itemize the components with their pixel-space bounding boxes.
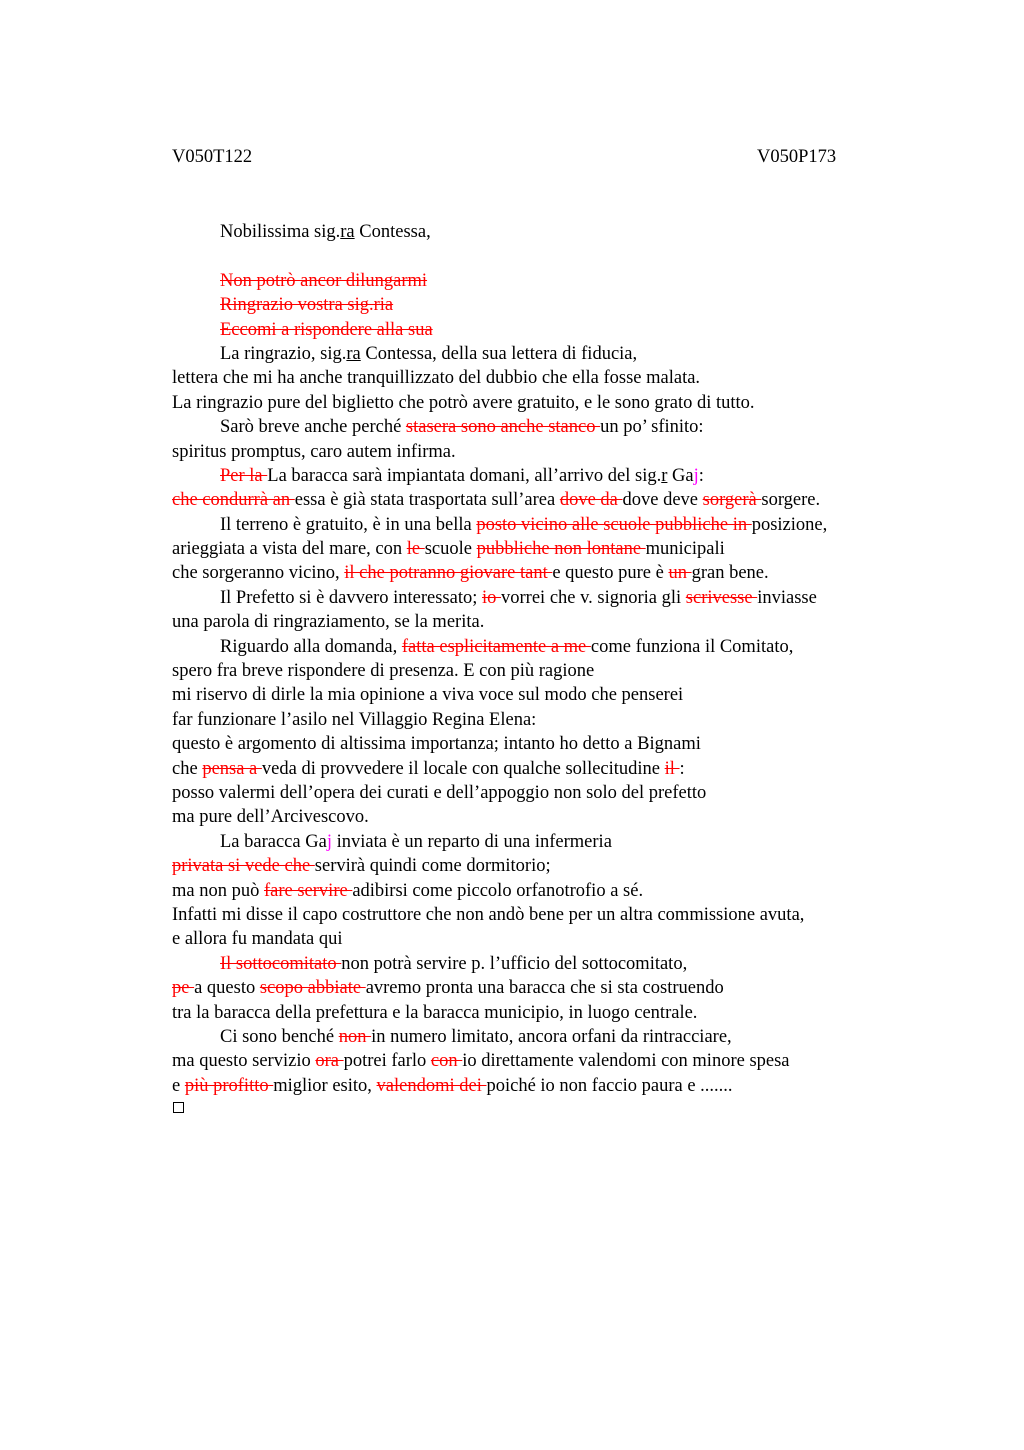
text-segment: poiché io non faccio paura e ....... xyxy=(486,1075,733,1096)
letter-line xyxy=(172,659,932,683)
letter-line xyxy=(172,415,932,439)
deleted-text: privata si vede che xyxy=(172,856,315,877)
text-segment: non potrà servire p. l’ufficio del sottocomitato, xyxy=(341,953,688,974)
deleted-text: Non potrò ancor dilungarmi xyxy=(220,270,428,291)
text-segment: che xyxy=(172,758,203,779)
underlined-abbreviation: ra xyxy=(340,222,355,242)
text-segment: Nobilissima sig. xyxy=(220,222,341,242)
text-segment: : xyxy=(698,465,704,486)
letter-line xyxy=(172,903,932,927)
document-code-right: V050P173 xyxy=(757,147,837,167)
letter-line xyxy=(172,464,932,488)
text-segment: vorrei che v. signoria gli xyxy=(501,587,686,608)
text-segment: arieggiata a vista del mare, con xyxy=(172,539,407,560)
text-segment: Contessa, xyxy=(354,222,431,242)
deleted-text: le xyxy=(406,539,425,560)
deleted-text: valendomi dei xyxy=(376,1075,487,1096)
text-segment: a questo xyxy=(194,978,260,999)
text-segment: sorgere. xyxy=(761,490,821,511)
text-segment: una parola di ringraziamento, se la merita. xyxy=(172,612,485,633)
letter-line xyxy=(172,318,932,342)
deleted-text: Il sottocomitato xyxy=(220,953,342,974)
highlighted-letter: j xyxy=(326,831,332,852)
deleted-text: più profitto xyxy=(184,1075,274,1096)
letter-line xyxy=(172,1074,932,1098)
text-segment: : xyxy=(679,758,685,779)
text-segment: questo è argomento di altissima importanza; intanto ho detto a Bignami xyxy=(172,734,701,755)
text-segment: avremo pronta una baracca che si sta costruendo xyxy=(365,978,724,999)
deleted-text: Ringrazio vostra sig.ria xyxy=(220,295,394,316)
deleted-text: stasera sono anche stanco xyxy=(405,417,601,438)
deleted-text: non xyxy=(338,1026,372,1047)
blank-line xyxy=(172,244,932,268)
text-segment: mi riservo di dirle la mia opinione a viva voce sul modo che penserei xyxy=(172,685,684,706)
text-segment: Sarò breve anche perché xyxy=(220,417,406,438)
letter-line xyxy=(172,1049,932,1073)
deleted-text: scopo abbiate xyxy=(259,978,366,999)
letter-line xyxy=(172,366,932,390)
deleted-text: Eccomi a rispondere alla sua xyxy=(220,319,433,340)
text-segment: inviasse xyxy=(757,587,817,608)
deleted-text: sorgerà xyxy=(702,490,762,511)
text-segment: spiritus promptus, caro autem infirma. xyxy=(172,441,456,462)
text-segment: La baracca Ga xyxy=(220,831,327,852)
text-segment: La baracca sarà impiantata domani, all’arrivo del sig. xyxy=(267,465,662,486)
letter-line xyxy=(172,537,932,561)
deleted-text: il xyxy=(664,758,680,779)
letter-line xyxy=(172,561,932,585)
letter-line xyxy=(172,732,932,756)
text-segment: un po’ sfinito: xyxy=(600,417,704,438)
deleted-text: fare servire xyxy=(263,880,353,901)
underlined-abbreviation: r xyxy=(661,465,668,486)
text-segment: far funzionare l’asilo nel Villaggio Regina Elena: xyxy=(172,709,537,730)
deleted-text: pubbliche non lontane xyxy=(476,539,646,560)
text-segment: scuole xyxy=(424,539,477,560)
deleted-text: dove da xyxy=(559,490,623,511)
text-segment: Il Prefetto si è davvero interessato; xyxy=(220,587,482,608)
deleted-text: fatta esplicitamente a me xyxy=(401,636,591,657)
letter-line xyxy=(172,635,932,659)
text-segment: servirà quindi come dormitorio; xyxy=(314,856,551,877)
deleted-text: il che potranno giovare tant xyxy=(344,563,553,584)
text-segment: essa è già stata trasportata sull’area xyxy=(294,490,560,511)
text-segment: io direttamente valendomi con minore spesa xyxy=(462,1051,790,1072)
deleted-text: ora xyxy=(315,1051,344,1072)
letter-line xyxy=(172,757,932,781)
deleted-text: con xyxy=(430,1051,463,1072)
text-segment: posizione, xyxy=(751,514,828,535)
text-segment: lettera che mi ha anche tranquillizzato del dubbio che ella fosse malata. xyxy=(172,368,701,389)
letter-line xyxy=(172,391,932,415)
text-segment: Ci sono benché xyxy=(220,1026,339,1047)
text-segment: gran bene. xyxy=(691,563,769,584)
text-segment: municipali xyxy=(645,539,725,560)
letter-line xyxy=(172,952,932,976)
letter-line xyxy=(172,220,932,244)
text-segment: miglior esito, xyxy=(273,1075,377,1096)
letter-line xyxy=(172,488,932,512)
deleted-text: Per la xyxy=(220,465,268,486)
letter-line xyxy=(172,781,932,805)
text-segment: Infatti mi disse il capo costruttore che non andò bene per un altra commissione avuta, xyxy=(172,904,805,925)
text-segment: Il terreno è gratuito, è in una bella xyxy=(220,514,477,535)
document-code-left: V050T122 xyxy=(172,147,253,167)
deleted-text: io xyxy=(482,587,502,608)
letter-line xyxy=(172,586,932,610)
text-segment: La ringrazio pure del biglietto che potrò avere gratuito, e le sono grato di tutto. xyxy=(172,392,755,413)
text-segment: che sorgeranno vicino, xyxy=(172,563,345,584)
text-segment: dove deve xyxy=(622,490,703,511)
letter-line xyxy=(172,854,932,878)
letter-body xyxy=(172,220,932,1098)
text-segment: ma pure dell’Arcivescovo. xyxy=(172,807,369,828)
empty-checkbox-icon xyxy=(173,1102,184,1113)
letter-line xyxy=(172,513,932,537)
letter-line xyxy=(172,269,932,293)
underlined-abbreviation: ra xyxy=(346,343,361,364)
deleted-text: pensa a xyxy=(202,758,262,779)
text-segment: come funziona il Comitato, xyxy=(590,636,794,657)
text-segment: adibirsi come piccolo orfanotrofio a sé. xyxy=(352,880,644,901)
text-segment: potrei farlo xyxy=(343,1051,431,1072)
letter-line xyxy=(172,879,932,903)
text-segment: spero fra breve rispondere di presenza. E con più ragione xyxy=(172,661,595,682)
letter-line xyxy=(172,683,932,707)
text-segment: ma questo servizio xyxy=(172,1051,316,1072)
text-segment: inviata è un reparto di una infermeria xyxy=(331,831,612,852)
letter-line xyxy=(172,927,932,951)
letter-line xyxy=(172,293,932,317)
letter-line xyxy=(172,610,932,634)
text-segment: posso valermi dell’opera dei curati e dell’appoggio non solo del prefetto xyxy=(172,782,707,803)
text-segment: Ga xyxy=(667,465,694,486)
letter-line xyxy=(172,1001,932,1025)
text-segment: ma non può xyxy=(172,880,264,901)
text-segment: Riguardo alla domanda, xyxy=(220,636,402,657)
text-segment: tra la baracca della prefettura e la baracca municipio, in luogo centrale. xyxy=(172,1002,698,1023)
text-segment: in numero limitato, ancora orfani da rintracciare, xyxy=(371,1026,732,1047)
letter-line xyxy=(172,708,932,732)
deleted-text: un xyxy=(668,563,692,584)
text-segment: e allora fu mandata qui xyxy=(172,929,343,950)
text-segment: e xyxy=(172,1075,185,1096)
deleted-text: scrivesse xyxy=(685,587,758,608)
letter-line xyxy=(172,342,932,366)
text-segment: La ringrazio, sig. xyxy=(220,343,347,364)
letter-line xyxy=(172,976,932,1000)
letter-line xyxy=(172,830,932,854)
deleted-text: pe xyxy=(172,978,195,999)
text-segment: e questo pure è xyxy=(552,563,669,584)
text-segment: Contessa, della sua lettera di fiducia, xyxy=(360,343,638,364)
letter-line xyxy=(172,440,932,464)
deleted-text: che condurrà an xyxy=(172,490,295,511)
letter-line xyxy=(172,805,932,829)
highlighted-letter: j xyxy=(693,465,699,486)
letter-line xyxy=(172,1025,932,1049)
text-segment: veda di provvedere il locale con qualche sollecitudine xyxy=(261,758,665,779)
deleted-text: posto vicino alle scuole pubbliche in xyxy=(476,514,752,535)
